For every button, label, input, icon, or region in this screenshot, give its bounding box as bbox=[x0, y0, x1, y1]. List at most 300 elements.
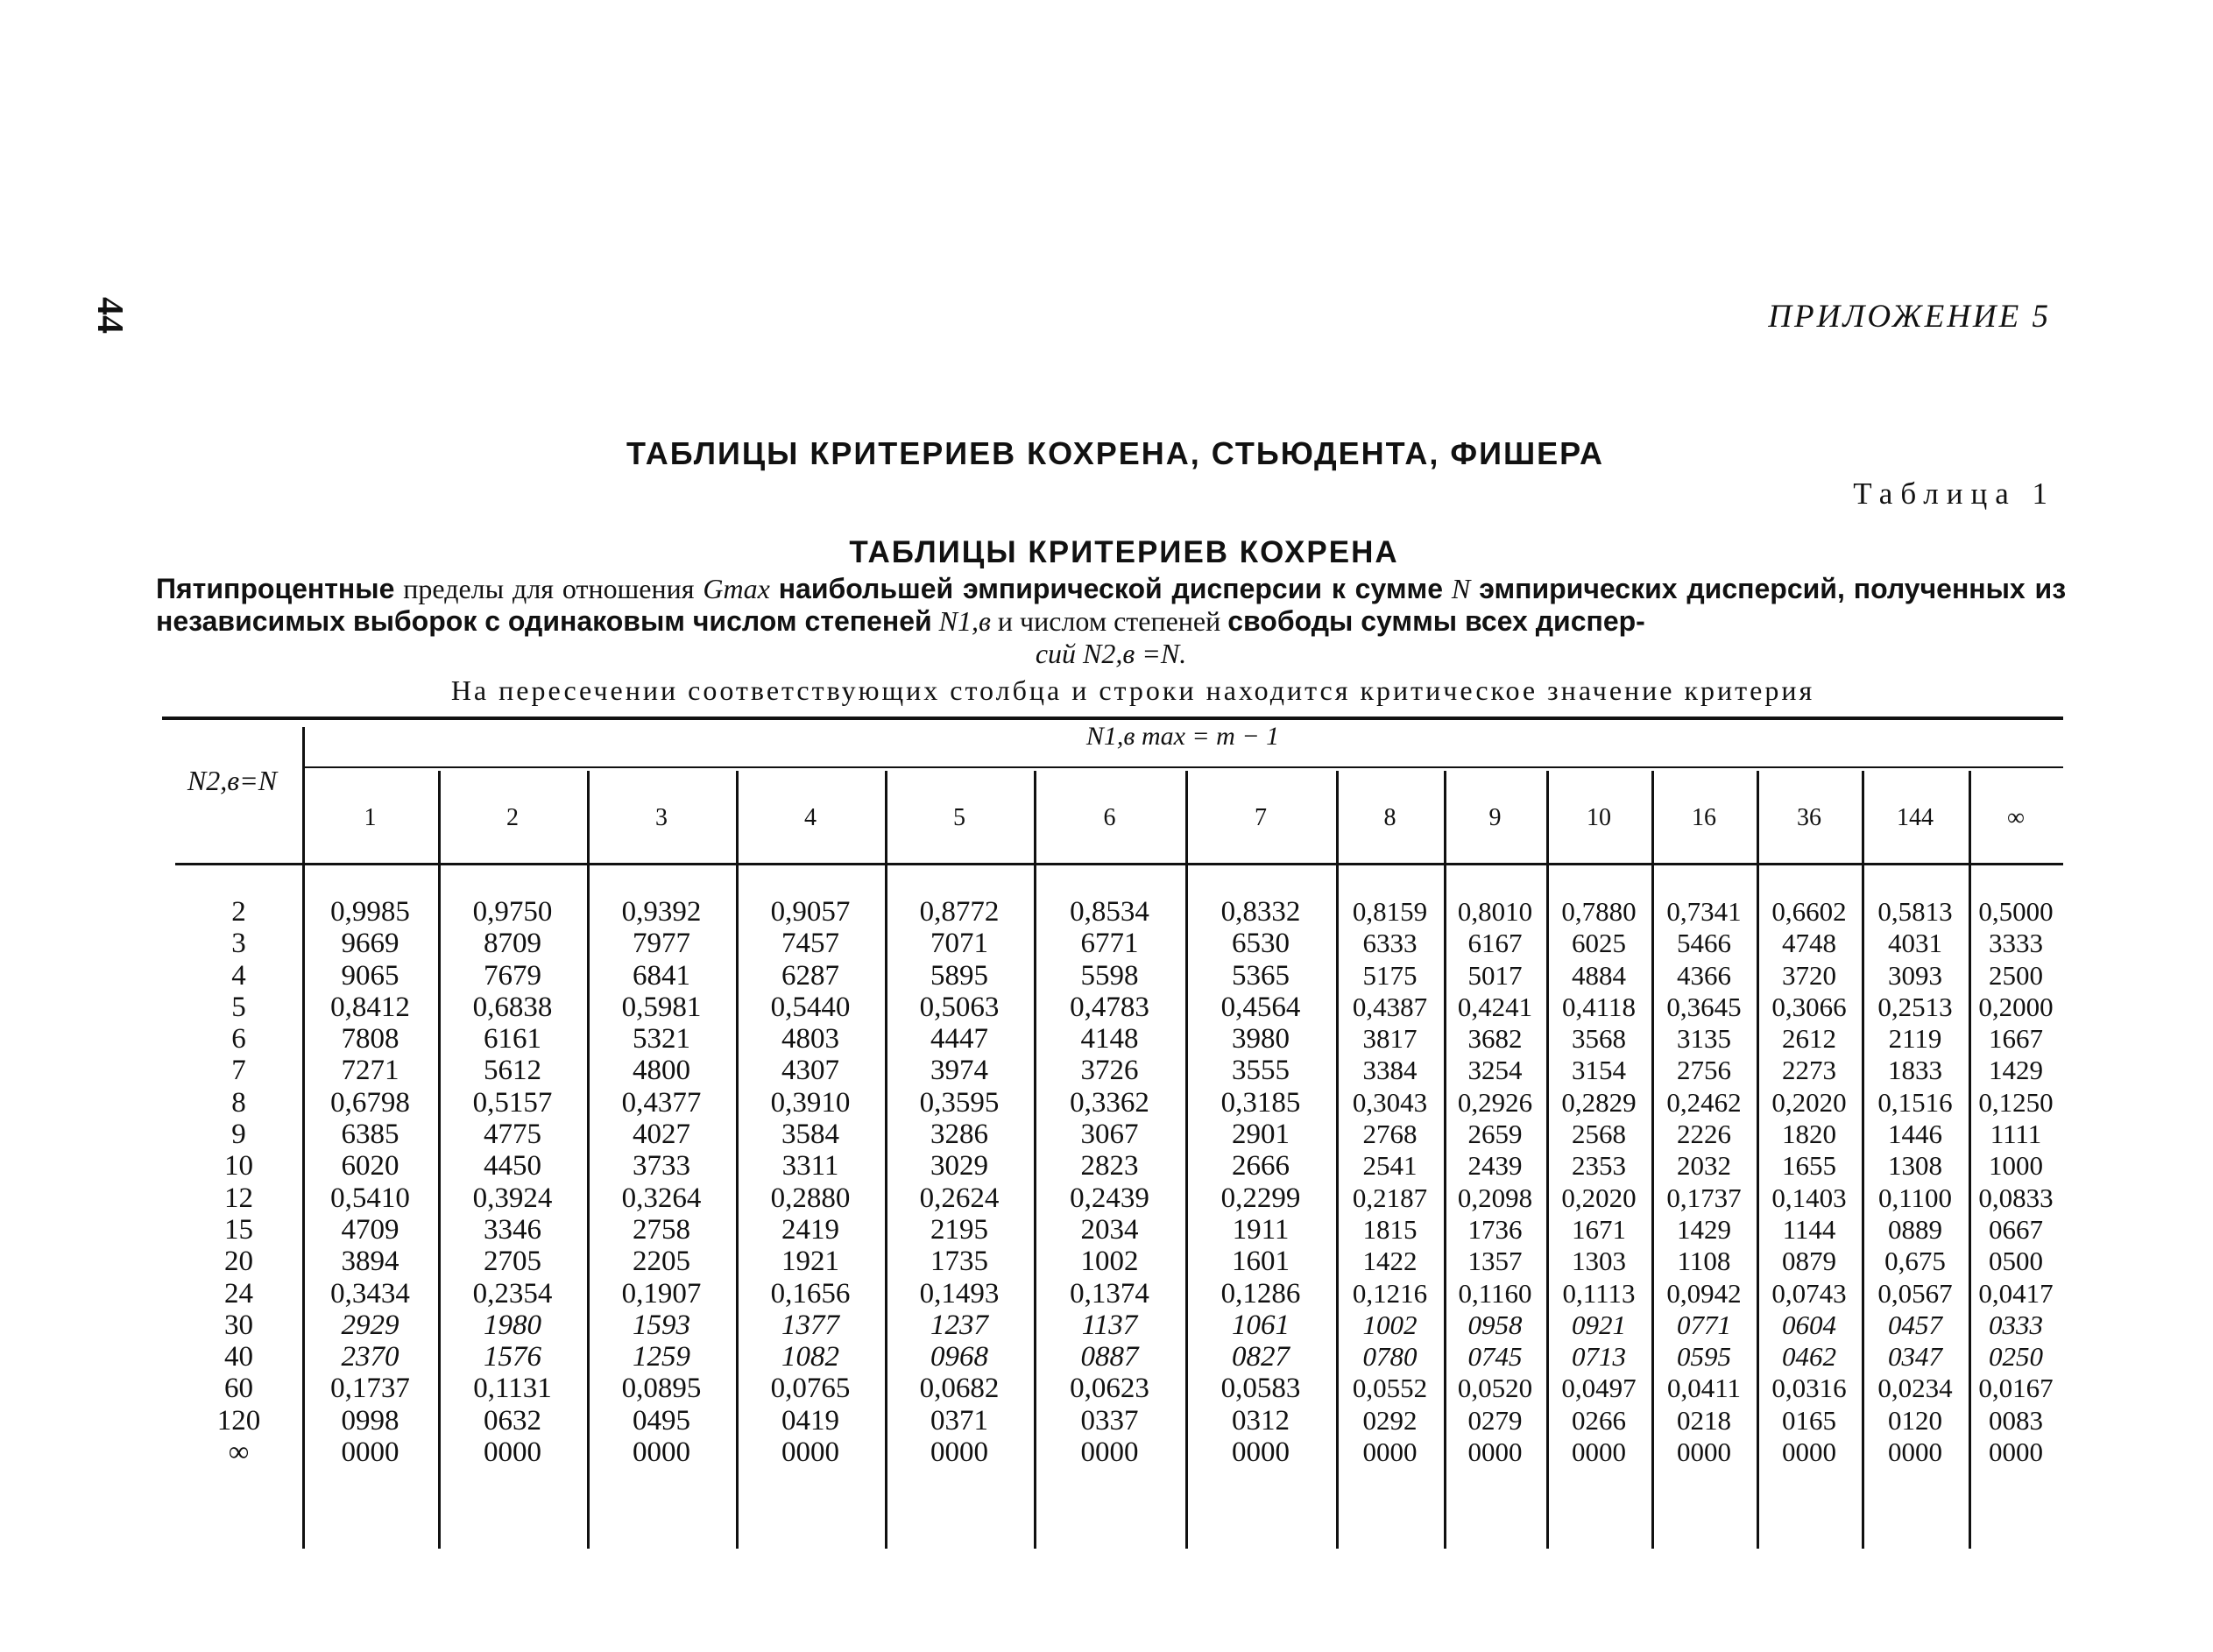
table-cell: 0,1286 bbox=[1220, 1277, 1301, 1310]
table-cell: 0000 bbox=[341, 1437, 399, 1469]
table-cell: 4884 bbox=[1572, 959, 1626, 991]
table-cell: 0000 bbox=[1080, 1437, 1139, 1469]
table-cell: 0462 bbox=[1782, 1341, 1836, 1373]
table-cell: 3682 bbox=[1467, 1023, 1523, 1055]
table-cell: 0,3645 bbox=[1666, 991, 1742, 1022]
table-cell: 4366 bbox=[1677, 959, 1731, 991]
table-cell: 3720 bbox=[1782, 959, 1836, 991]
table-cell: 7679 bbox=[484, 959, 541, 992]
table-cell: 0,0316 bbox=[1771, 1373, 1847, 1404]
table-cell: 0,0895 bbox=[621, 1373, 702, 1405]
table-cell: 7977 bbox=[633, 928, 690, 960]
table-cell: 0,7341 bbox=[1666, 896, 1742, 927]
column-header: 144 bbox=[1897, 804, 1934, 831]
table-cell: 0000 bbox=[1677, 1437, 1731, 1468]
table-cell: 0,1374 bbox=[1070, 1277, 1149, 1310]
table-cell: 0,9750 bbox=[472, 896, 553, 928]
table-cell: 4775 bbox=[484, 1119, 541, 1151]
row-label: 60 bbox=[224, 1373, 253, 1405]
table-cell: 7271 bbox=[341, 1055, 399, 1087]
table-cell: 3135 bbox=[1677, 1023, 1731, 1055]
row-label: 9 bbox=[231, 1119, 246, 1151]
table-cell: 0,2000 bbox=[1978, 991, 2054, 1022]
table-cell: 5175 bbox=[1362, 959, 1418, 991]
value-column bbox=[1336, 896, 1444, 1468]
table-cell: 2226 bbox=[1677, 1119, 1731, 1150]
row-label: 12 bbox=[224, 1182, 253, 1214]
table-cell: 0,0497 bbox=[1561, 1373, 1637, 1404]
table-cell: 0,1737 bbox=[1666, 1182, 1742, 1213]
table-cell: 4307 bbox=[781, 1055, 839, 1087]
table-cell: 6385 bbox=[341, 1119, 399, 1151]
table-cell: 0,1250 bbox=[1978, 1086, 2054, 1118]
table-cell: 0,1100 bbox=[1877, 1182, 1953, 1213]
table-cell: 7071 bbox=[930, 928, 988, 960]
value-column bbox=[885, 896, 1034, 1468]
table-cell: 0,3434 bbox=[330, 1277, 410, 1310]
table-cell: 5017 bbox=[1467, 959, 1523, 991]
table-cell: 0,1113 bbox=[1562, 1277, 1636, 1309]
table-cell: 0,0743 bbox=[1771, 1277, 1847, 1309]
value-column bbox=[302, 896, 438, 1468]
table-cell: 0,8010 bbox=[1457, 896, 1533, 927]
table-cell: 4803 bbox=[781, 1023, 839, 1055]
desc-part: эмпирических дисперсий, bbox=[1479, 573, 1845, 604]
table-cell: 1308 bbox=[1888, 1150, 1942, 1182]
table-cell: 0,2624 bbox=[919, 1182, 1000, 1214]
table-cell: 0,4564 bbox=[1220, 991, 1301, 1023]
table-cell: 1601 bbox=[1232, 1246, 1290, 1278]
table-cell: 7808 bbox=[341, 1023, 399, 1055]
table-cell: 0921 bbox=[1572, 1309, 1626, 1340]
table-cell: 3029 bbox=[930, 1150, 988, 1183]
table-cell: 4148 bbox=[1080, 1023, 1139, 1055]
desc-part: полученных из bbox=[1853, 573, 2067, 604]
table-note: На пересечении соответствующих столбца и строки находится критическое значение критерия bbox=[450, 674, 1815, 706]
column-header: 10 bbox=[1587, 804, 1611, 831]
description bbox=[156, 573, 2066, 670]
row-label: 6 bbox=[231, 1023, 246, 1055]
table-cell: 0,0411 bbox=[1666, 1373, 1742, 1404]
table-cell: 0968 bbox=[930, 1341, 988, 1373]
table-label: Таблица 1 bbox=[1853, 477, 2055, 511]
table-cell: 2756 bbox=[1677, 1055, 1731, 1086]
table-cell: 0,2513 bbox=[1877, 991, 1953, 1022]
table-cell: 2768 bbox=[1362, 1119, 1418, 1150]
table-cell: 0,2462 bbox=[1666, 1086, 1742, 1118]
table-cell: 0,0942 bbox=[1666, 1277, 1742, 1309]
column-header: 5 bbox=[953, 804, 965, 831]
table-cell: 0,3043 bbox=[1352, 1086, 1428, 1118]
table-cell: 6287 bbox=[781, 959, 839, 992]
table-cell: 0,1737 bbox=[330, 1373, 410, 1405]
desc-part: независимых выборок с одинаковым числом степеней bbox=[156, 605, 932, 637]
table-cell: 0000 bbox=[1467, 1437, 1523, 1468]
table-cell: 0500 bbox=[1989, 1246, 2043, 1277]
table-cell: 4447 bbox=[930, 1023, 988, 1055]
table-cell: 1911 bbox=[1232, 1213, 1290, 1246]
table-cell: 0457 bbox=[1888, 1309, 1942, 1340]
table-cell: 0604 bbox=[1782, 1309, 1836, 1340]
table-cell: 1735 bbox=[930, 1246, 988, 1278]
table-cell: 0,675 bbox=[1884, 1246, 1946, 1277]
table-cell: 0,6602 bbox=[1771, 896, 1847, 927]
table-cell: 0,0417 bbox=[1978, 1277, 2054, 1309]
table-cell: 1820 bbox=[1782, 1119, 1836, 1150]
table-cell: 0,1131 bbox=[473, 1373, 552, 1405]
table-cell: 0,2020 bbox=[1771, 1086, 1847, 1118]
table-cell: 0000 bbox=[1989, 1437, 2043, 1468]
table-cell: 2032 bbox=[1677, 1150, 1731, 1182]
table-cell: 1422 bbox=[1362, 1246, 1418, 1277]
table-cell: 0371 bbox=[930, 1404, 988, 1437]
table-cell: 0,3264 bbox=[621, 1182, 702, 1214]
column-header: 3 bbox=[655, 804, 668, 831]
table-cell: 3568 bbox=[1572, 1023, 1626, 1055]
table-cell: 0,8772 bbox=[919, 896, 1000, 928]
table-cell: 0,4377 bbox=[621, 1086, 702, 1119]
row-label: 2 bbox=[231, 896, 246, 928]
table-cell: 0000 bbox=[1888, 1437, 1942, 1468]
row-label: 7 bbox=[231, 1055, 246, 1087]
desc-part: и числом степеней bbox=[997, 605, 1221, 637]
table-cell: 2705 bbox=[484, 1246, 541, 1278]
table-cell: 9065 bbox=[341, 959, 399, 992]
table-cell: 0,6838 bbox=[472, 991, 553, 1023]
column-header: 2 bbox=[506, 804, 519, 831]
table-cell: 0998 bbox=[341, 1404, 399, 1437]
cochran-table bbox=[162, 717, 2063, 1549]
table-cell: 5321 bbox=[633, 1023, 690, 1055]
header-bottom-rule bbox=[175, 863, 2063, 865]
table-cell: 1137 bbox=[1081, 1309, 1138, 1341]
table-cell: 0,3595 bbox=[919, 1086, 1000, 1119]
column-header: 9 bbox=[1488, 804, 1502, 831]
desc-part: Пятипроцентные bbox=[156, 573, 395, 604]
table-cell: 3254 bbox=[1467, 1055, 1523, 1086]
table-cell: 0745 bbox=[1467, 1341, 1523, 1373]
table-cell: 3726 bbox=[1080, 1055, 1139, 1087]
table-cell: 1259 bbox=[633, 1341, 690, 1373]
table-cell: 0,0552 bbox=[1352, 1373, 1428, 1404]
table-cell: 0595 bbox=[1677, 1341, 1731, 1373]
table-cell: 0,0167 bbox=[1978, 1373, 2054, 1404]
table-cell: 0,4118 bbox=[1561, 991, 1637, 1022]
table-cell: 0,3910 bbox=[770, 1086, 851, 1119]
table-cell: 6161 bbox=[484, 1023, 541, 1055]
table-cell: 0780 bbox=[1362, 1341, 1418, 1373]
row-label: 24 bbox=[224, 1277, 253, 1310]
table-cell: 3584 bbox=[781, 1119, 839, 1151]
table-cell: 0000 bbox=[1782, 1437, 1836, 1468]
table-cell: 1000 bbox=[1989, 1150, 2043, 1182]
row-label: 4 bbox=[231, 959, 246, 992]
table-cell: 2500 bbox=[1989, 959, 2043, 991]
table-cell: 3067 bbox=[1080, 1119, 1139, 1151]
table-cell: 2666 bbox=[1232, 1150, 1290, 1183]
table-cell: 0,2299 bbox=[1220, 1182, 1301, 1214]
column-header: 4 bbox=[804, 804, 817, 831]
table-cell: 1429 bbox=[1677, 1213, 1731, 1245]
table-cell: 0,1493 bbox=[919, 1277, 1000, 1310]
table-cell: 1002 bbox=[1080, 1246, 1139, 1278]
table-cell: 0,7880 bbox=[1561, 896, 1637, 927]
table-cell: 2419 bbox=[781, 1213, 839, 1246]
table-cell: 0,5813 bbox=[1877, 896, 1953, 927]
table-cell: 2901 bbox=[1232, 1119, 1290, 1151]
table-cell: 0337 bbox=[1080, 1404, 1139, 1437]
table-cell: 0,1216 bbox=[1352, 1277, 1428, 1309]
table-cell: 0,0520 bbox=[1457, 1373, 1533, 1404]
table-cell: 0218 bbox=[1677, 1404, 1731, 1436]
table-cell: 3311 bbox=[781, 1150, 839, 1183]
table-cell: 0,0682 bbox=[919, 1373, 1000, 1405]
table-cell: 0,3362 bbox=[1070, 1086, 1149, 1119]
desc-part: наибольшей эмпирической дисперсии к сумме bbox=[778, 573, 1443, 604]
row-label: 40 bbox=[224, 1341, 253, 1373]
table-cell: 0000 bbox=[930, 1437, 988, 1469]
table-cell: 5612 bbox=[484, 1055, 541, 1087]
table-cell: 0333 bbox=[1989, 1309, 2043, 1340]
table-cell: 1815 bbox=[1362, 1213, 1418, 1245]
table-cell: 0,3185 bbox=[1220, 1086, 1301, 1119]
table-cell: 0,4241 bbox=[1457, 991, 1533, 1022]
value-column bbox=[1862, 896, 1969, 1468]
table-cell: 1671 bbox=[1572, 1213, 1626, 1245]
table-cell: 1667 bbox=[1989, 1023, 2043, 1055]
table-cell: 0347 bbox=[1888, 1341, 1942, 1373]
table-cell: 0,0583 bbox=[1220, 1373, 1301, 1405]
table-cell: 0,1160 bbox=[1458, 1277, 1532, 1309]
table-cell: 2612 bbox=[1782, 1023, 1836, 1055]
table-cell: 3555 bbox=[1232, 1055, 1290, 1087]
table-cell: 1593 bbox=[633, 1309, 690, 1341]
table-cell: 1429 bbox=[1989, 1055, 2043, 1086]
table-cell: 1357 bbox=[1467, 1246, 1523, 1277]
table-cell: 6841 bbox=[633, 959, 690, 992]
value-column bbox=[1185, 896, 1336, 1468]
table-cell: 5466 bbox=[1677, 928, 1731, 959]
table-cell: 0,8332 bbox=[1220, 896, 1301, 928]
table-cell: 1303 bbox=[1572, 1246, 1626, 1277]
table-cell: 0083 bbox=[1989, 1404, 2043, 1436]
desc-part: Gmax bbox=[703, 573, 770, 604]
table-cell: 1736 bbox=[1467, 1213, 1523, 1245]
table-cell: 4027 bbox=[633, 1119, 690, 1151]
top-rule bbox=[162, 717, 2063, 720]
table-cell: 3733 bbox=[633, 1150, 690, 1183]
column-header: 8 bbox=[1383, 804, 1396, 831]
page-number: 44 bbox=[89, 297, 130, 334]
table-cell: 1980 bbox=[484, 1309, 541, 1341]
table-cell: 0,3066 bbox=[1771, 991, 1847, 1022]
table-cell: 1655 bbox=[1782, 1150, 1836, 1182]
table-cell: 0,1516 bbox=[1877, 1086, 1953, 1118]
table-cell: 1833 bbox=[1888, 1055, 1942, 1086]
table-cell: 0,8159 bbox=[1352, 896, 1428, 927]
table-cell: 0000 bbox=[781, 1437, 839, 1469]
table-cell: 3980 bbox=[1232, 1023, 1290, 1055]
table-cell: 0,5157 bbox=[472, 1086, 553, 1119]
table-cell: 2929 bbox=[341, 1309, 399, 1341]
row-label: 10 bbox=[224, 1150, 253, 1183]
desc-part: N bbox=[1451, 573, 1471, 604]
table-cell: 8709 bbox=[484, 928, 541, 960]
table-cell: 2205 bbox=[633, 1246, 690, 1278]
table-cell: 0,2926 bbox=[1457, 1086, 1533, 1118]
table-cell: 0,8412 bbox=[330, 991, 410, 1023]
table-cell: 6333 bbox=[1362, 928, 1418, 959]
desc-part: свободы суммы всех диспер- bbox=[1227, 605, 1645, 637]
column-header: 16 bbox=[1692, 804, 1716, 831]
table-cell: 0250 bbox=[1989, 1341, 2043, 1373]
table-cell: 3154 bbox=[1572, 1055, 1626, 1086]
row-label: 20 bbox=[224, 1246, 253, 1278]
table-cell: 0713 bbox=[1572, 1341, 1626, 1373]
column-header: 1 bbox=[364, 804, 377, 831]
table-cell: 2353 bbox=[1572, 1150, 1626, 1182]
table-cell: 2273 bbox=[1782, 1055, 1836, 1086]
column-header: ∞ bbox=[2007, 804, 2025, 831]
table-cell: 0879 bbox=[1782, 1246, 1836, 1277]
table-cell: 2568 bbox=[1572, 1119, 1626, 1150]
table-cell: 4450 bbox=[484, 1150, 541, 1183]
table-cell: 0165 bbox=[1782, 1404, 1836, 1436]
table-cell: 3333 bbox=[1989, 928, 2043, 959]
table-cell: 1921 bbox=[781, 1246, 839, 1278]
table-cell: 0827 bbox=[1232, 1341, 1290, 1373]
value-column bbox=[438, 896, 587, 1468]
row-label: 8 bbox=[231, 1086, 246, 1119]
table-cell: 0667 bbox=[1989, 1213, 2043, 1245]
table-cell: 0,2187 bbox=[1352, 1182, 1428, 1213]
column-header: 36 bbox=[1797, 804, 1821, 831]
table-cell: 0000 bbox=[1232, 1437, 1290, 1469]
table-cell: 3894 bbox=[341, 1246, 399, 1278]
table-cell: 0000 bbox=[1572, 1437, 1626, 1468]
table-cell: 0,0567 bbox=[1877, 1277, 1953, 1309]
table-cell: 0,4783 bbox=[1070, 991, 1149, 1023]
table-cell: 0000 bbox=[484, 1437, 541, 1469]
table-cell: 1377 bbox=[781, 1309, 839, 1341]
value-column bbox=[587, 896, 736, 1468]
table-cell: 0120 bbox=[1888, 1404, 1942, 1436]
table-cell: 3093 bbox=[1888, 959, 1942, 991]
table-cell: 0,1907 bbox=[621, 1277, 702, 1310]
table-cell: 0,2880 bbox=[770, 1182, 851, 1214]
table-cell: 0312 bbox=[1232, 1404, 1290, 1437]
table-cell: 6020 bbox=[341, 1150, 399, 1183]
table-cell: 0,0234 bbox=[1877, 1373, 1953, 1404]
table-cell: 2439 bbox=[1467, 1150, 1523, 1182]
column-header: 7 bbox=[1255, 804, 1267, 831]
table-cell: 0,5410 bbox=[330, 1182, 410, 1214]
table-cell: 0,1403 bbox=[1771, 1182, 1847, 1213]
table-cell: 0279 bbox=[1467, 1404, 1523, 1436]
table-cell: 5598 bbox=[1080, 959, 1139, 992]
value-column bbox=[1444, 896, 1546, 1468]
table-cell: 4031 bbox=[1888, 928, 1942, 959]
table-cell: 3346 bbox=[484, 1213, 541, 1246]
table-cell: 1446 bbox=[1888, 1119, 1942, 1150]
desc-part: N1,в bbox=[938, 605, 991, 637]
table-cell: 0,2829 bbox=[1561, 1086, 1637, 1118]
table-cell: 6167 bbox=[1467, 928, 1523, 959]
row-header-label: N2,в=N bbox=[187, 765, 278, 796]
appendix-label: ПРИЛОЖЕНИЕ 5 bbox=[1768, 299, 2051, 335]
sub-title: ТАБЛИЦЫ КРИТЕРИЕВ КОХРЕНА bbox=[849, 535, 1399, 569]
table-cell: 0,5981 bbox=[621, 991, 702, 1023]
table-cell: 2541 bbox=[1362, 1150, 1418, 1182]
table-cell: 0,9985 bbox=[330, 896, 410, 928]
table-cell: 0,5440 bbox=[770, 991, 851, 1023]
table-cell: 0889 bbox=[1888, 1213, 1942, 1245]
table-cell: 0419 bbox=[781, 1404, 839, 1437]
row-label: 5 bbox=[231, 991, 246, 1023]
table-cell: 3974 bbox=[930, 1055, 988, 1087]
table-cell: 2119 bbox=[1888, 1023, 1942, 1055]
row-labels bbox=[162, 896, 315, 1468]
table-cell: 2195 bbox=[930, 1213, 988, 1246]
table-cell: 0771 bbox=[1677, 1309, 1731, 1340]
value-column bbox=[1757, 896, 1862, 1468]
table-cell: 1576 bbox=[484, 1341, 541, 1373]
table-cell: 6771 bbox=[1080, 928, 1139, 960]
table-cell: 4748 bbox=[1782, 928, 1836, 959]
table-cell: 1237 bbox=[930, 1309, 988, 1341]
table-cell: 5895 bbox=[930, 959, 988, 992]
main-title: ТАБЛИЦЫ КРИТЕРИЕВ КОХРЕНА, СТЬЮДЕНТА, ФИШЕРА bbox=[626, 435, 1604, 471]
table-cell: 6025 bbox=[1572, 928, 1626, 959]
table-cell: 0,6798 bbox=[330, 1086, 410, 1119]
row-label: 30 bbox=[224, 1309, 253, 1341]
table-cell: 3384 bbox=[1362, 1055, 1418, 1086]
table-cell: 4800 bbox=[633, 1055, 690, 1087]
table-cell: 0292 bbox=[1362, 1404, 1418, 1436]
table-cell: 0,1656 bbox=[770, 1277, 851, 1310]
table-cell: 3286 bbox=[930, 1119, 988, 1151]
value-column bbox=[1969, 896, 2063, 1468]
table-cell: 2034 bbox=[1080, 1213, 1139, 1246]
table-cell: 2370 bbox=[341, 1341, 399, 1373]
table-cell: 0,4387 bbox=[1352, 991, 1428, 1022]
table-cell: 0,5063 bbox=[919, 991, 1000, 1023]
table-cell: 7457 bbox=[781, 928, 839, 960]
table-cell: 0,2439 bbox=[1070, 1182, 1149, 1214]
row-label: 15 bbox=[224, 1213, 253, 1246]
header-rule bbox=[302, 766, 2063, 768]
table-cell: 0958 bbox=[1467, 1309, 1523, 1340]
table-cell: 0632 bbox=[484, 1404, 541, 1437]
table-cell: 0,0833 bbox=[1978, 1182, 2054, 1213]
table-cell: 2659 bbox=[1467, 1119, 1523, 1150]
table-cell: 0,9392 bbox=[621, 896, 702, 928]
table-cell: 6530 bbox=[1232, 928, 1290, 960]
table-cell: 9669 bbox=[341, 928, 399, 960]
table-cell: 0,3924 bbox=[472, 1182, 553, 1214]
table-cell: 0,0765 bbox=[770, 1373, 851, 1405]
desc-part: пределы для отношения bbox=[403, 573, 695, 604]
table-cell: 1002 bbox=[1362, 1309, 1418, 1340]
table-cell: 0,2098 bbox=[1457, 1182, 1533, 1213]
table-cell: 0,8534 bbox=[1070, 896, 1149, 928]
table-cell: 3817 bbox=[1362, 1023, 1418, 1055]
table-cell: 4709 bbox=[341, 1213, 399, 1246]
table-cell: 0266 bbox=[1572, 1404, 1626, 1436]
table-cell: 0,0623 bbox=[1070, 1373, 1149, 1405]
value-column bbox=[1034, 896, 1185, 1468]
column-header: 6 bbox=[1103, 804, 1116, 831]
